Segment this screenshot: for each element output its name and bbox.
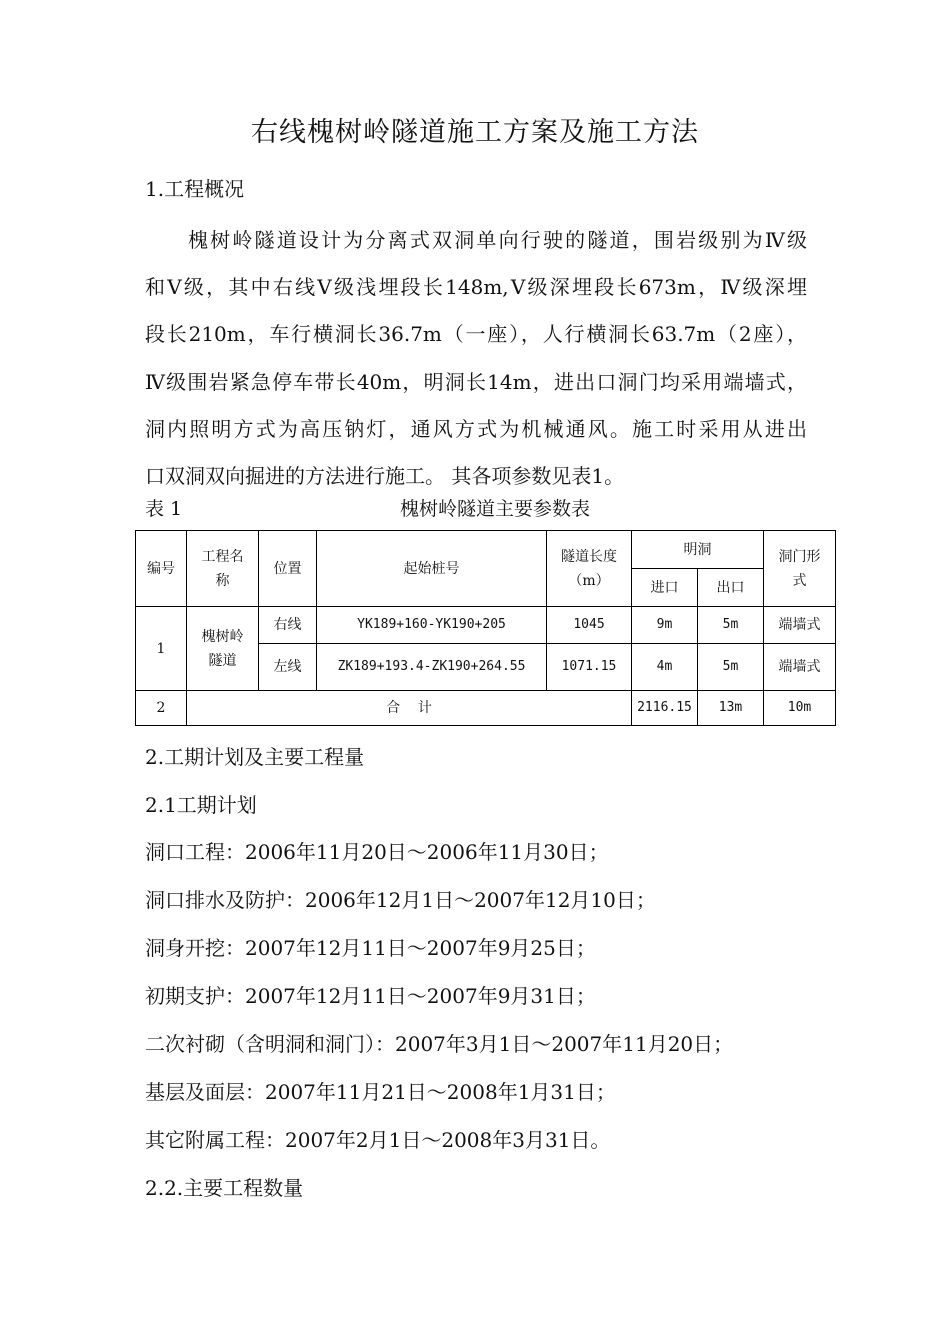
cell-entrance: 9m	[632, 607, 698, 644]
schedule-item: 其它附属工程：2007年2月1日～2008年3月31日。	[145, 1128, 611, 1152]
schedule-item: 洞口排水及防护：2006年12月1日～2007年12月10日；	[145, 888, 656, 912]
header-station: 起始桩号	[317, 531, 547, 607]
paragraph-line: 段长210m，车行横洞长36.7m（一座），人行横洞长63.7m（2座），	[145, 322, 807, 347]
schedule-item: 洞口工程：2006年11月20日～2006年11月30日；	[145, 840, 609, 864]
cell-portal: 端墙式	[764, 607, 836, 644]
cell-length: 1071.15	[547, 644, 632, 691]
paragraph-line: 槐树岭隧道设计为分离式双洞单向行驶的隧道，围岩级别为Ⅳ级	[188, 228, 807, 252]
section-heading-overview: 1.工程概况	[145, 177, 245, 201]
paragraph-line: Ⅳ级围岩紧急停车带长40m，明洞长14m，进出口洞门均采用端墙式，	[145, 369, 807, 394]
cell-no: 2	[136, 691, 187, 726]
schedule-item: 基层及面层：2007年11月21日～2008年1月31日；	[145, 1080, 616, 1104]
cell-portal: 端墙式	[764, 644, 836, 691]
cell-exit: 5m	[698, 644, 764, 691]
paragraph-line: 和Ⅴ级，其中右线Ⅴ级浅埋段长148m,Ⅴ级深埋段长673m，Ⅳ级深埋	[145, 275, 807, 300]
cell-position: 左线	[259, 644, 317, 691]
header-length: 隧道长度（m）	[547, 531, 632, 607]
table-label: 表 1	[145, 498, 183, 520]
header-portal: 洞门形式	[764, 531, 836, 607]
header-exit: 出口	[698, 569, 764, 607]
header-open-cut: 明洞	[632, 531, 764, 569]
table-caption: 槐树岭隧道主要参数表	[399, 498, 590, 520]
overview-paragraph	[145, 217, 807, 500]
table-row	[136, 607, 836, 644]
cell-entrance: 13m	[698, 691, 764, 726]
section-heading-schedule: 2.工期计划及主要工程量	[145, 745, 365, 769]
cell-entrance: 4m	[632, 644, 698, 691]
header-entrance: 进口	[632, 569, 698, 607]
subsection-heading-plan: 2.1工期计划	[145, 793, 257, 817]
schedule-item: 初期支护：2007年12月11日～2007年9月31日；	[145, 984, 596, 1008]
cell-exit: 5m	[698, 607, 764, 644]
cell-station: YK189+160-YK190+205	[317, 607, 547, 644]
paragraph-line: 口双洞双向掘进的方法进行施工。 其各项参数见表1。	[145, 464, 625, 489]
schedule-item: 洞身开挖：2007年12月11日～2007年9月25日；	[145, 936, 596, 960]
cell-length: 2116.15	[632, 691, 698, 726]
header-position: 位置	[259, 531, 317, 607]
cell-position: 右线	[259, 607, 317, 644]
subsection-heading-quantities: 2.2.主要工程数量	[145, 1176, 304, 1200]
paragraph-line: 洞内照明方式为高压钠灯，通风方式为机械通风。施工时采用从进出	[145, 416, 807, 441]
cell-exit: 10m	[764, 691, 836, 726]
header-name: 工程名称	[187, 531, 259, 607]
parameters-table	[135, 530, 836, 726]
schedule-item: 二次衬砌（含明洞和洞门）：2007年3月1日～2007年11月20日；	[145, 1032, 734, 1056]
cell-no: 1	[136, 607, 187, 691]
cell-station: ZK189+193.4-ZK190+264.55	[317, 644, 547, 691]
document-title: 右线槐树岭隧道施工方案及施工方法	[251, 117, 699, 148]
table-row-total	[136, 691, 836, 726]
cell-total-label: 合 计	[187, 691, 632, 726]
cell-name: 槐树岭隧道	[187, 607, 259, 691]
cell-length: 1045	[547, 607, 632, 644]
header-no: 编号	[136, 531, 187, 607]
